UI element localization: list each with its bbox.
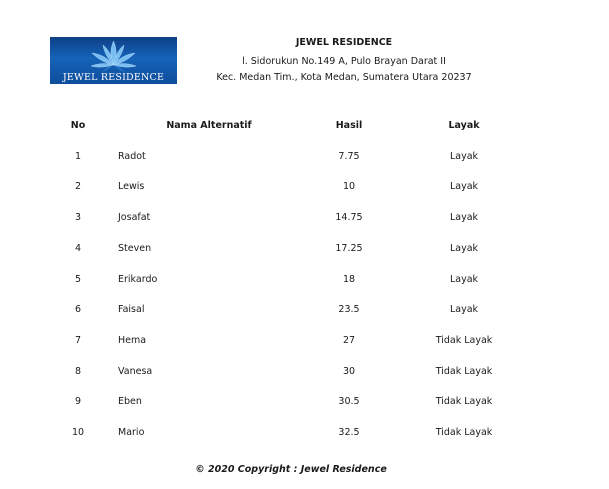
row-nama: Steven xyxy=(118,243,152,254)
table-row xyxy=(0,427,609,441)
row-hasil: 14.75 xyxy=(335,212,363,223)
table-header xyxy=(0,120,609,134)
company-logo xyxy=(50,37,177,84)
row-hasil: 30 xyxy=(342,366,356,377)
row-layak: Layak xyxy=(449,243,479,254)
row-nama: Josafat xyxy=(118,212,151,223)
row-no: 10 xyxy=(71,427,85,438)
table-row xyxy=(0,212,609,226)
company-name: JEWEL RESIDENCE xyxy=(295,37,393,48)
row-layak: Layak xyxy=(449,212,479,223)
row-layak: Layak xyxy=(449,304,479,315)
row-hasil: 32.5 xyxy=(338,427,360,438)
row-no: 7 xyxy=(74,335,82,346)
row-no: 2 xyxy=(74,181,82,192)
row-layak: Layak xyxy=(449,151,479,162)
row-nama: Eben xyxy=(118,396,142,407)
row-no: 4 xyxy=(74,243,82,254)
row-no: 3 xyxy=(74,212,82,223)
column-header-nama-alternatif: Nama Alternatif xyxy=(166,120,252,131)
row-no: 1 xyxy=(74,151,82,162)
row-nama: Mario xyxy=(118,427,145,438)
table-row xyxy=(0,335,609,349)
address-line-1: l. Sidorukun No.149 A, Pulo Brayan Darat II xyxy=(242,56,446,67)
table-row xyxy=(0,304,609,318)
row-hasil: 17.25 xyxy=(335,243,363,254)
row-hasil: 27 xyxy=(342,335,356,346)
row-hasil: 30.5 xyxy=(338,396,360,407)
table-row xyxy=(0,181,609,195)
table-row xyxy=(0,366,609,380)
row-nama: Hema xyxy=(118,335,147,346)
row-hasil: 10 xyxy=(342,181,356,192)
row-layak: Layak xyxy=(449,181,479,192)
row-layak: Tidak Layak xyxy=(435,396,493,407)
row-layak: Tidak Layak xyxy=(435,427,493,438)
row-layak: Layak xyxy=(449,274,479,285)
table-row xyxy=(0,151,609,165)
row-nama: Lewis xyxy=(118,181,145,192)
column-header-no: No xyxy=(70,120,86,131)
row-hasil: 18 xyxy=(342,274,356,285)
row-nama: Faisal xyxy=(118,304,145,315)
row-hasil: 7.75 xyxy=(338,151,360,162)
row-layak: Tidak Layak xyxy=(435,366,493,377)
row-no: 9 xyxy=(74,396,82,407)
row-no: 8 xyxy=(74,366,82,377)
row-no: 6 xyxy=(74,304,82,315)
row-nama: Erikardo xyxy=(118,274,158,285)
column-header-hasil: Hasil xyxy=(335,120,363,131)
logo-text: JEWEL RESIDENCE xyxy=(62,72,165,83)
row-layak: Tidak Layak xyxy=(435,335,493,346)
copyright-footer: © 2020 Copyright : Jewel Residence xyxy=(195,464,387,475)
row-nama: Radot xyxy=(118,151,146,162)
table-row xyxy=(0,396,609,410)
row-no: 5 xyxy=(74,274,82,285)
address-line-2: Kec. Medan Tim., Kota Medan, Sumatera Utara 20237 xyxy=(216,72,472,83)
table-row xyxy=(0,274,609,288)
row-nama: Vanesa xyxy=(118,366,153,377)
column-header-layak: Layak xyxy=(448,120,480,131)
row-hasil: 23.5 xyxy=(338,304,360,315)
table-row xyxy=(0,243,609,257)
